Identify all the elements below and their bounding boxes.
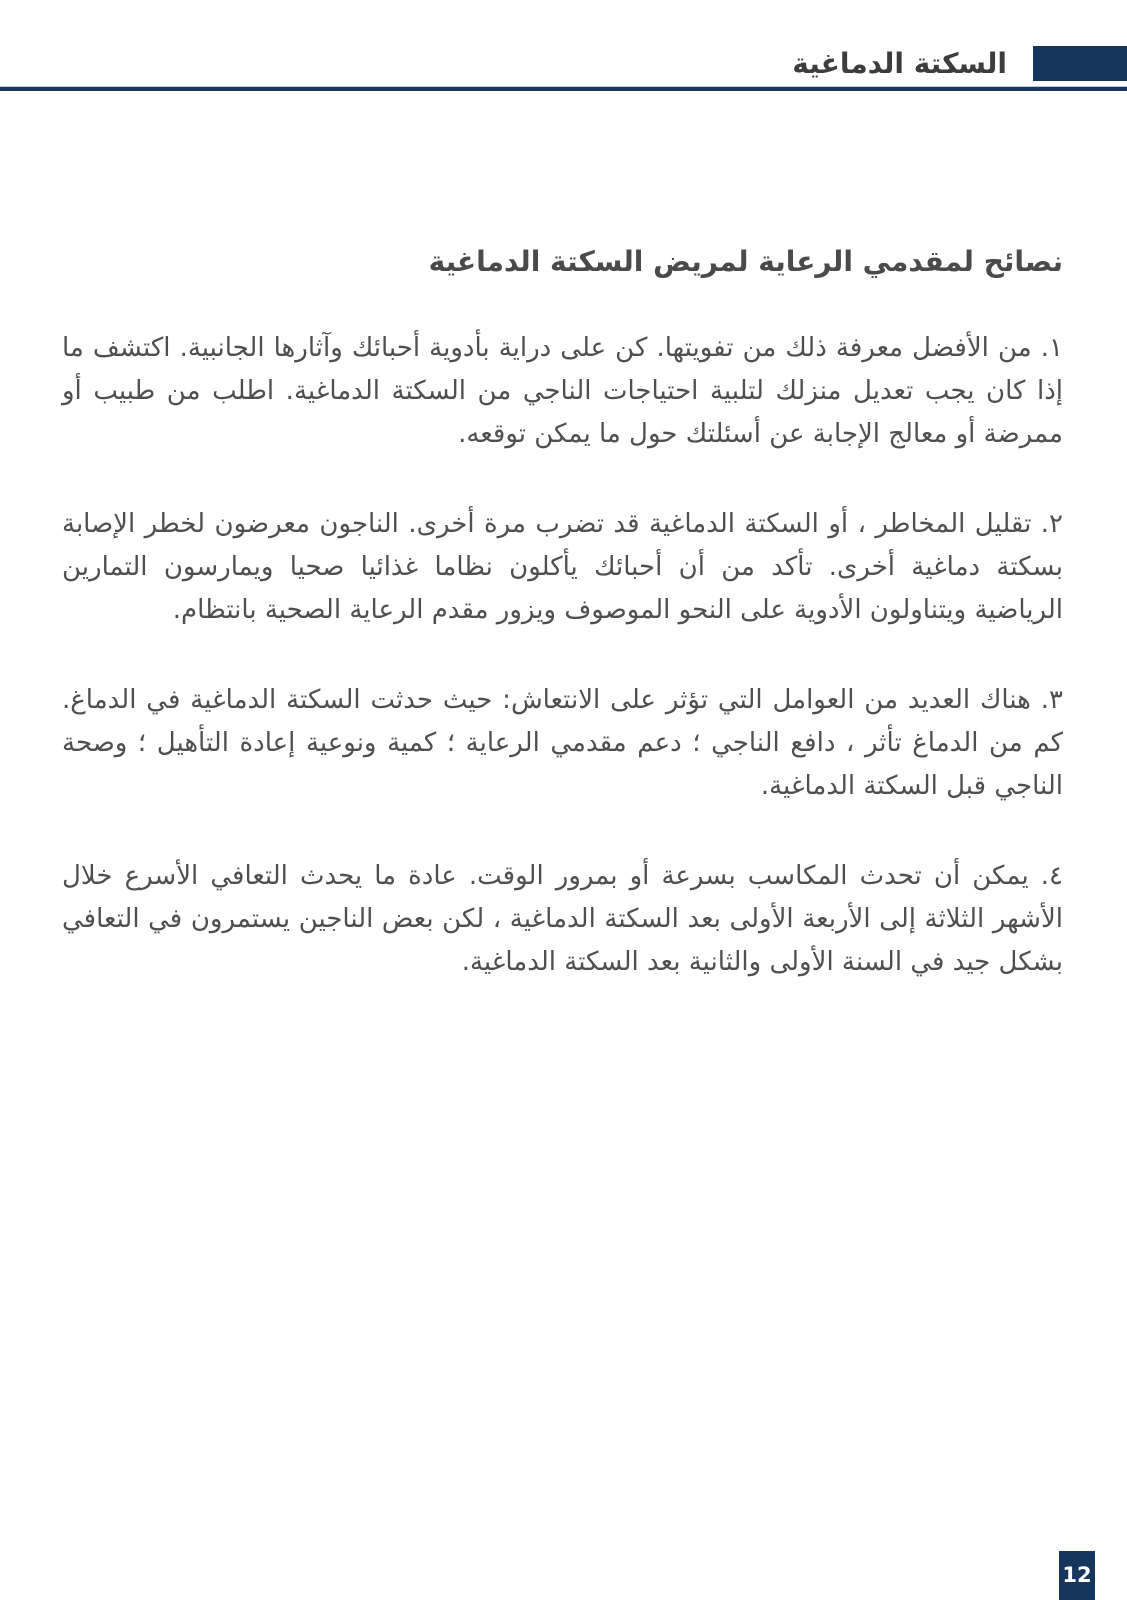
header-rule bbox=[0, 86, 1127, 91]
header-title: السكتة الدماغية bbox=[792, 47, 1007, 80]
document-content bbox=[62, 243, 1063, 1031]
page-header bbox=[0, 0, 1127, 92]
header-accent-block bbox=[1033, 46, 1127, 81]
body-paragraph: ١. من الأفضل معرفة ذلك من تفويتها. كن على دراية بأدوية أحبائك وآثارها الجانبية. اكتشف ما إذا كان يجب تعديل منزلك لتلبية احتياجات الناجي من السكتة الدماغية. اطلب من طبيب أو ممرضة أو معالج الإجابة عن أسئلتك حول ما يمكن توقعه. bbox=[62, 333, 1063, 449]
section-heading: نصائح لمقدمي الرعاية لمريض السكتة الدماغية bbox=[428, 245, 1063, 278]
page-number-badge bbox=[1059, 1551, 1095, 1600]
body-paragraph: ٣. هناك العديد من العوامل التي تؤثر على الانتعاش: حيث حدثت السكتة الدماغية في الدماغ. كم من الدماغ تأثر ، دافع الناجي ؛ دعم مقدمي الرعاية ؛ كمية ونوعية إعادة التأهيل ؛ وصحة الناجي قبل السكتة الدماغية. bbox=[62, 685, 1063, 801]
header-row bbox=[792, 46, 1127, 81]
page-number: 12 bbox=[1062, 1563, 1092, 1587]
body-paragraph: ٢. تقليل المخاطر ، أو السكتة الدماغية قد تضرب مرة أخرى. الناجون معرضون لخطر الإصابة بسكتة دماغية أخرى. تأكد من أن أحبائك يأكلون نظاما غذائيا صحيا ويمارسون التمارين الرياضية ويتناولون الأدوية على النحو الموصوف ويزور مقدم الرعاية الصحية بانتظام. bbox=[62, 509, 1063, 625]
paragraph-list bbox=[62, 327, 1063, 984]
body-paragraph: ٤. يمكن أن تحدث المكاسب بسرعة أو بمرور الوقت. عادة ما يحدث التعافي الأسرع خلال الأشهر الثلاثة إلى الأربعة الأولى بعد السكتة الدماغية ، لكن بعض الناجين يستمرون في التعافي بشكل جيد في السنة الأولى والثانية بعد السكتة الدماغية. bbox=[62, 861, 1063, 977]
